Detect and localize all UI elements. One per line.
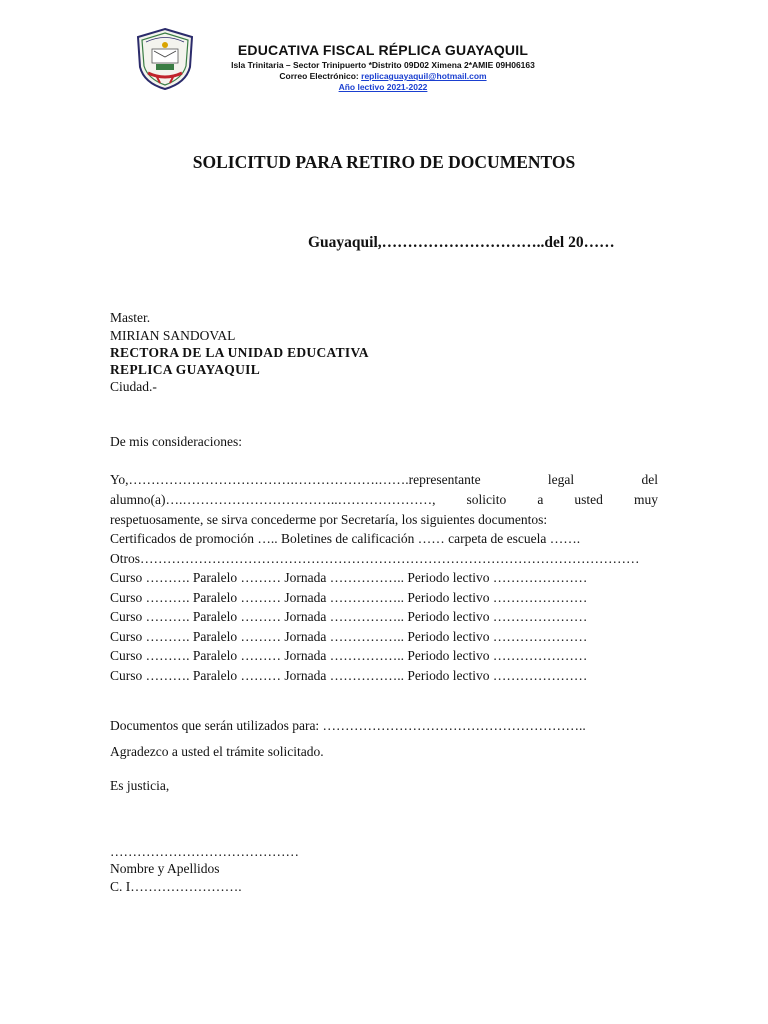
document-request-list <box>110 529 658 685</box>
line2-part: muy <box>633 492 658 507</box>
document-title: SOLICITUD PARA RETIRO DE DOCUMENTOS <box>192 152 576 172</box>
paragraph-line-3: respetuosamente, se sirva concederme por Secretaría, los siguientes documentos: <box>110 512 548 527</box>
course-row: Curso ………. Paralelo ……… Jornada …………….. Periodo lectivo ………………… <box>110 628 588 644</box>
line1-part: legal <box>547 472 575 487</box>
recipient-position-2: REPLICA GUAYAQUIL <box>110 362 261 377</box>
usage-line: Documentos que serán utilizados para: ………………………………………………….. <box>110 718 586 733</box>
course-row: Curso ………. Paralelo ……… Jornada …………….. Periodo lectivo ………………… <box>110 609 588 624</box>
recipient-honorific: Master. <box>110 310 151 325</box>
email-label: Correo Electrónico: <box>279 71 359 81</box>
course-row: Curso ………. Paralelo ……… Jornada …………….. Periodo lectivo ………………… <box>110 667 588 683</box>
line2-part: usted <box>574 492 603 507</box>
line2-part: alumno(a)….……………………………..…………………, <box>110 492 436 507</box>
paragraph-line-2 <box>110 490 658 510</box>
signature-id-label: C. I……………………. <box>110 879 242 894</box>
request-paragraph <box>110 470 658 530</box>
closing-line: Es justicia, <box>110 778 170 793</box>
email-link[interactable]: replicaguayaquil@hotmail.com <box>361 71 487 81</box>
email-line <box>180 71 586 81</box>
signature-name-label: Nombre y Apellidos <box>110 861 220 876</box>
school-year-line <box>180 82 586 92</box>
school-name: EDUCATIVA FISCAL RÉPLICA GUAYAQUIL <box>237 42 529 58</box>
line1-part: Yo,……………………………….……………….…….representante <box>110 472 481 487</box>
signature-line: …………………………………… <box>110 844 299 859</box>
school-address: Isla Trinitaria – Sector Trinipuerto *Distrito 09D02 Ximena 2*AMIE 09H06163 <box>231 60 535 70</box>
line2-part: solicito <box>466 492 507 507</box>
recipient-position-1: RECTORA DE LA UNIDAD EDUCATIVA <box>110 345 369 360</box>
course-row: Curso ………. Paralelo ……… Jornada …………….. Periodo lectivo ………………… <box>110 570 588 585</box>
line2-part: a <box>537 492 544 507</box>
others-line: Otros………………………………………………………………………………………………… <box>110 550 640 566</box>
school-year[interactable]: Año lectivo 2021-2022 <box>338 82 428 92</box>
paragraph-line-1 <box>110 470 658 490</box>
course-row: Curso ………. Paralelo ……… Jornada …………….. Periodo lectivo ………………… <box>110 648 588 663</box>
greeting: De mis consideraciones: <box>110 434 242 449</box>
certificates-line: Certificados de promoción ….. Boletines de calificación …… carpeta de escuela ……. <box>110 531 581 546</box>
date-line: Guayaquil,…………………………..del 20…… <box>308 234 615 251</box>
course-row: Curso ………. Paralelo ……… Jornada …………….. Periodo lectivo ………………… <box>110 589 588 605</box>
line1-part: del <box>641 472 658 487</box>
thanks-line: Agradezco a usted el trámite solicitado. <box>110 744 324 759</box>
recipient-city: Ciudad.- <box>110 379 157 394</box>
recipient-name: MIRIAN SANDOVAL <box>110 328 236 343</box>
